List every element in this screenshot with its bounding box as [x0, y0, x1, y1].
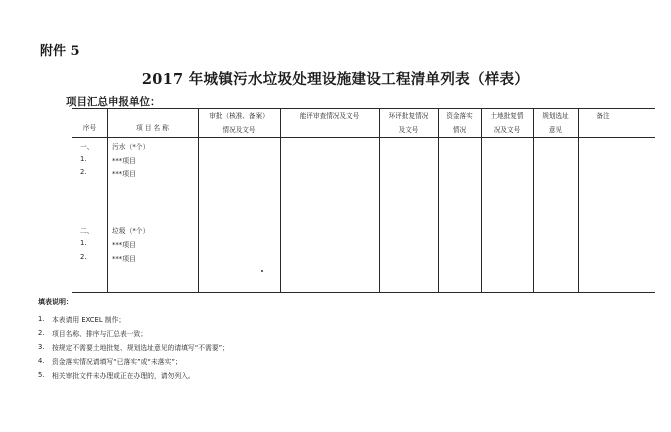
item-number: 1.: [80, 239, 87, 247]
item-name: ***项目: [112, 241, 136, 249]
instruction-number: 4.: [38, 357, 45, 365]
item-number: 2.: [80, 168, 87, 176]
instruction-text: 本表请用 EXCEL 制作；: [52, 316, 126, 324]
instruction-number: 5.: [38, 371, 45, 379]
table-bottom-rule: [72, 292, 655, 293]
col-header-remarks: 备注: [596, 112, 610, 120]
col-header-approval: 审批（核准、备案） 情况及文号: [209, 112, 269, 134]
instruction-item: [38, 312, 229, 326]
instruction-text: 按规定不需要土地批复、规划选址意见的请填写“不需要”；: [52, 344, 229, 352]
attachment-label: 附件 5: [40, 44, 80, 59]
table-header-rule: [72, 137, 655, 138]
col-header-seq: 序号: [82, 124, 97, 132]
table-col-rule: [280, 108, 281, 293]
table-col-rule: [578, 108, 579, 293]
instruction-text: 相关审批文件未办理或正在办理的，请勿列入。: [52, 372, 195, 380]
section-name: 污水（*个）: [112, 143, 150, 151]
item-number: 2.: [80, 253, 87, 261]
item-name: ***项目: [112, 255, 136, 263]
filling-instructions: [38, 297, 229, 382]
col-header-planning: 规划选址 意见: [542, 112, 569, 134]
instruction-text: 资金落实情况请填写“已落实”或“未落实”；: [52, 358, 182, 366]
instruction-number: 1.: [38, 315, 45, 323]
instruction-item: [38, 354, 229, 368]
item-number: 1.: [80, 155, 87, 163]
instruction-item: [38, 368, 229, 382]
section-number: 一、: [80, 143, 94, 151]
reporting-unit-row: [66, 94, 301, 109]
col-header-land: 土地批复情 况及文号: [490, 112, 524, 134]
instruction-item: [38, 340, 229, 354]
instructions-heading: 填表说明：: [38, 298, 73, 306]
project-list-table: [72, 108, 655, 293]
col-header-funds: 资金落实 情况: [446, 112, 473, 134]
instruction-text: 项目名称、排序与汇总表一致；: [52, 330, 148, 338]
table-col-rule: [107, 108, 108, 293]
instruction-item: [38, 326, 229, 340]
document-title: 2017 年城镇污水垃圾处理设施建设工程清单列表（样表）: [141, 71, 530, 88]
instruction-number: 2.: [38, 329, 45, 337]
instruction-number: 3.: [38, 343, 45, 351]
scan-speck: [261, 270, 263, 272]
col-header-energy: 能评审查情况及文号: [299, 112, 360, 120]
section-name: 垃圾（*个）: [112, 227, 150, 235]
reporting-unit-label: 项目汇总申报单位：: [66, 96, 161, 108]
col-header-name: 项 目 名 称: [136, 124, 169, 132]
item-name: ***项目: [112, 170, 136, 178]
col-header-env: 环评批复情况 及文号: [388, 112, 429, 134]
item-name: ***项目: [112, 157, 136, 165]
section-number: 二、: [80, 227, 94, 235]
